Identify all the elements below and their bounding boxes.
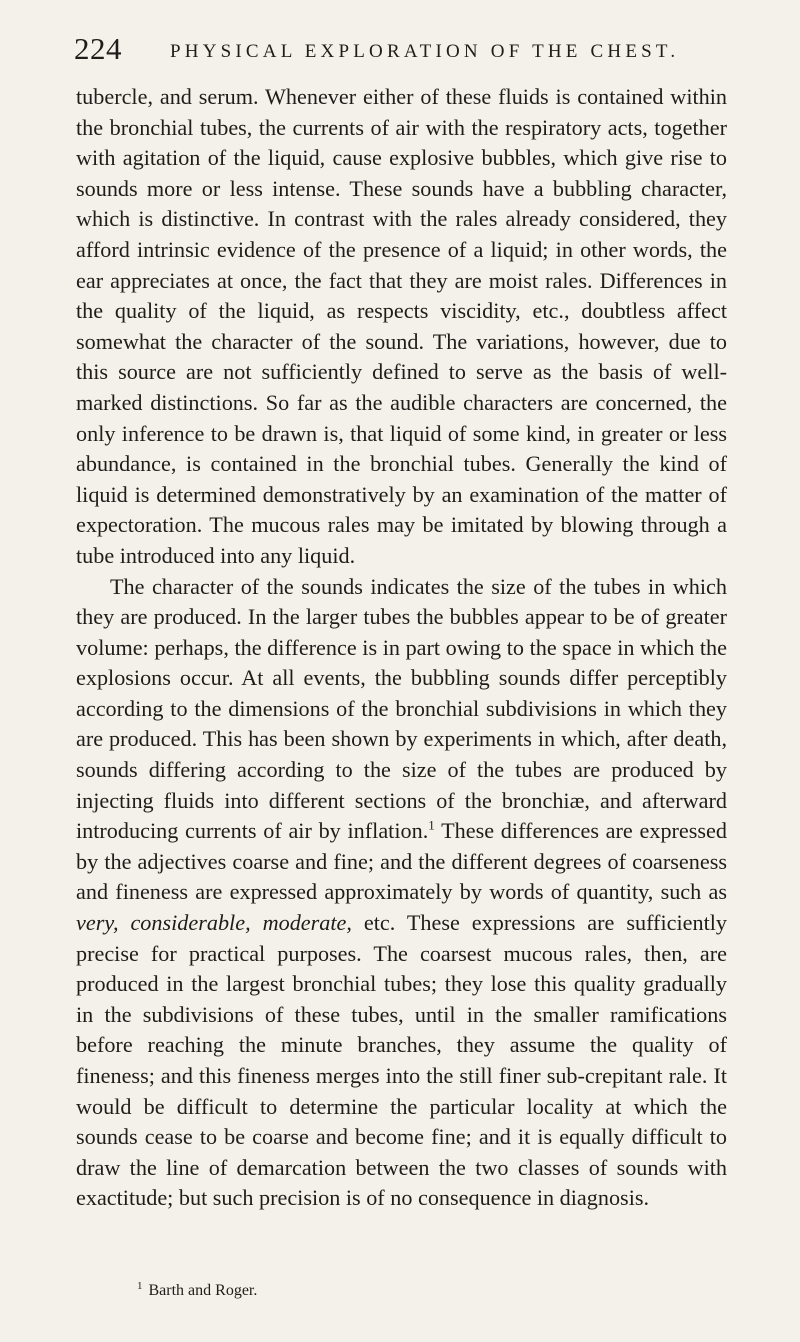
- footnote-text: Barth and Roger.: [148, 1282, 258, 1299]
- footnote-reference: 1: [428, 817, 435, 833]
- paragraph-text: These differences are expressed by the adjectives coarse and fine; and the different degrees of coarseness and fineness are expressed approximately by words of quantity, such as: [76, 818, 727, 905]
- running-title: PHYSICAL EXPLORATION OF THE CHEST.: [170, 41, 680, 62]
- paragraph-text: etc. These expressions are sufficiently precise for practical purposes. The coarsest mucous rales, then, are produced in the largest bronchial tubes; they lose this quality gradually in the subdivisions of these tubes, until in the smaller ramifications before reaching the minute branches, they assume the quality of fineness; and this fineness merges into the still finer sub-crepitant rale. It would be difficult to determine the particular locality at which the sounds cease to be coarse and become fine; and it is equally difficult to draw the line of demarcation between the two classes of sounds with exactitude; but such precision is of no consequence in diagnosis.: [76, 910, 727, 1211]
- body-text: [76, 82, 727, 1214]
- running-head: [74, 28, 688, 68]
- footnote-mark: 1: [137, 1279, 143, 1292]
- footnote: [137, 1281, 257, 1301]
- paragraph-text: The character of the sounds indicates the size of the tubes in which they are produced. In the larger tubes the bubbles appear to be of greater volume: perhaps, the difference is in part owing to the space in which the explosions occur. At all events, the bubbling sounds differ perceptibly according to the dimensions of the bronchial subdivisions in which they are produced. This has been shown by experiments in which, after death, sounds differing according to the size of the tubes are produced by injecting fluids into different sections of the bronchiæ, and afterward introducing currents of air by inflation.: [76, 573, 727, 844]
- paragraph: tubercle, and serum. Whenever either of these fluids is contained within the bronchial tubes, the currents of air with the respiratory acts, together with agitation of the liquid, cause explosive bubbles, which give rise to sounds more or less intense. These sounds have a bubbling character, which is distinctive. In contrast with the rales already considered, they afford intrinsic evidence of the presence of a liquid; in other words, the ear appreciates at once, the fact that they are moist rales. Differences in the quality of the liquid, as respects viscidity, etc., doubtless affect somewhat the character of the sound. The variations, however, due to this source are not sufficiently defined to serve as the basis of well-marked distinctions. So far as the audible characters are concerned, the only inference to be drawn is, that liquid of some kind, in greater or less abundance, is contained in the bronchial tubes. Generally the kind of liquid is determined demonstratively by an examination of the matter of expectoration. The mucous rales may be imitated by blowing through a tube introduced into any liquid.: [76, 84, 727, 568]
- page-number: 224: [74, 31, 122, 66]
- paragraph: [76, 572, 727, 1214]
- italic-words: very, considerable, moderate,: [76, 910, 352, 936]
